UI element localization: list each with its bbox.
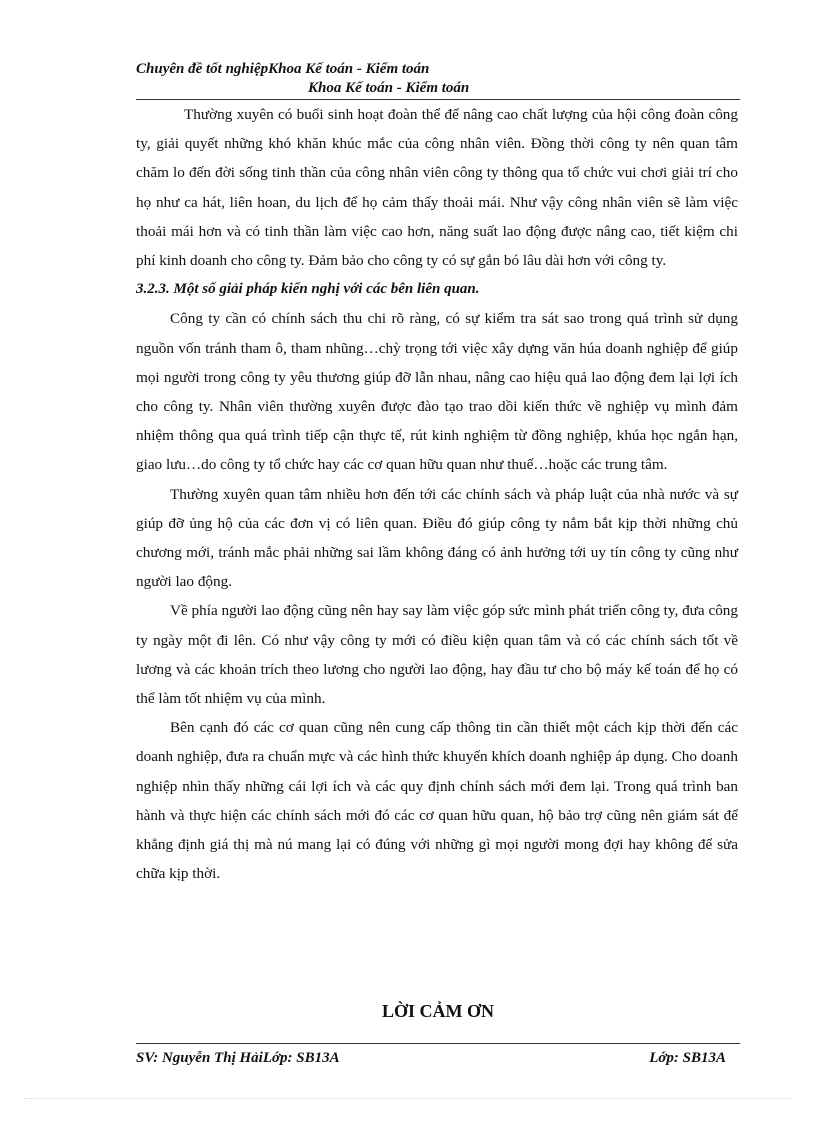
footer-class-info: Lớp: SB13A [649,1050,726,1066]
paragraph-staff-activities: Thường xuyên có buổi sinh hoạt đoàn thể để nâng cao chất lượng của hội công đoàn công ty, giải quyết những khó khăn khúc mắc của công nhân viên. Đồng thời công ty nên quan tâm chăm lo đến đời sống tinh thần của công nhân viên công ty thông qua tổ chức vui chơi giải trí cho họ như ca hát, liên hoan, du lịch để họ cảm thấy thoải mái. Như vậy công nhân viên sẽ làm việc thoải mái hơn và có tinh thần làm việc cao hơn, năng suất lao động được nâng cao, tiết kiệm chi phí kinh doanh cho công ty. Đảm bảo cho công ty có sự gắn bó lâu dài hơn với công ty. [136,106,738,270]
paragraph-law-attention: Thường xuyên quan tâm nhiều hơn đến tới các chính sách và pháp luật của nhà nước và sự giúp đỡ ủng hộ của các đơn vị có liên quan. Điều đó giúp công ty nắm bắt kịp thời những chủ chương mới, tránh mắc phải những sai lầm không đáng có ảnh hưởng tới uy tín công ty cũng như người lao động. [136,485,738,591]
page-header [136,60,740,98]
paragraph-financial-policy: Công ty cần có chính sách thu chi rõ ràng, có sự kiểm tra sát sao trong quá trình sử dụng nguồn vốn tránh tham ô, tham nhũng…chỳ trọng tới việc xây dựng văn húa doanh nghiệp để giúp mọi người trong công ty yêu thương giúp đỡ lẫn nhau, nâng cao hiệu quả lao động đem lại lợi ích cho công ty. Nhân viên thường xuyên được đào tạo trao dồi kiến thức về nghiệp vụ mình đảm nhiệm thông qua quá trình tiếp cận thực tế, rút kinh nghiệm từ đồng nghiệp, khúa học ngắn hạn, giao lưu…do công ty tổ chức hay các cơ quan hữu quan như thuế…hoặc các trung tâm. [136,310,738,474]
header-line-1: Chuyên đề tốt nghiệpKhoa Kế toán - Kiểm toán [136,61,430,77]
paragraph-employee-effort: Về phía người lao động cũng nên hay say làm việc góp sức mình phát triển công ty, đưa công ty ngày một đi lên. Có như vậy công ty mới có điều kiện quan tâm và có các chính sách tốt về lương và các khoản trích theo lương cho người lao động, hay đầu tư cho bộ máy kế toán để họ có thể làm tốt nhiệm vụ của mình. [136,602,738,708]
document-body [136,100,738,888]
footer-student-info: SV: Nguyễn Thị HảiLớp: SB13A [136,1050,340,1066]
paragraph-agencies-support: Bên cạnh đó các cơ quan cũng nên cung cấp thông tin cần thiết một cách kịp thời đến các doanh nghiệp, đưa ra chuẩn mực và các hình thức khuyến khích doanh nghiệp áp dụng. Cho doanh nghiệp nhìn thấy những cái lợi ích và các quy định chính sách mới đem lại. Trong quá trình ban hành và thực hiện các chính sách mới đó các cơ quan hữu quan, hộ bảo trợ cũng nên giám sát để khẳng định giá thị mà nú mang lại có đúng với những gì mọi người mong đợi hay không để sửa chữa kịp thời. [136,719,738,883]
header-line-2: Khoa Kế toán - Kiểm toán [308,80,470,96]
section-heading-3-2-3: 3.2.3. Một số giải pháp kiến nghị với các bên liên quan. [136,281,480,298]
page-bottom-edge [24,1098,792,1099]
footer-divider [136,1043,740,1044]
acknowledgement-title: LỜI CẢM ƠN [382,1001,494,1021]
